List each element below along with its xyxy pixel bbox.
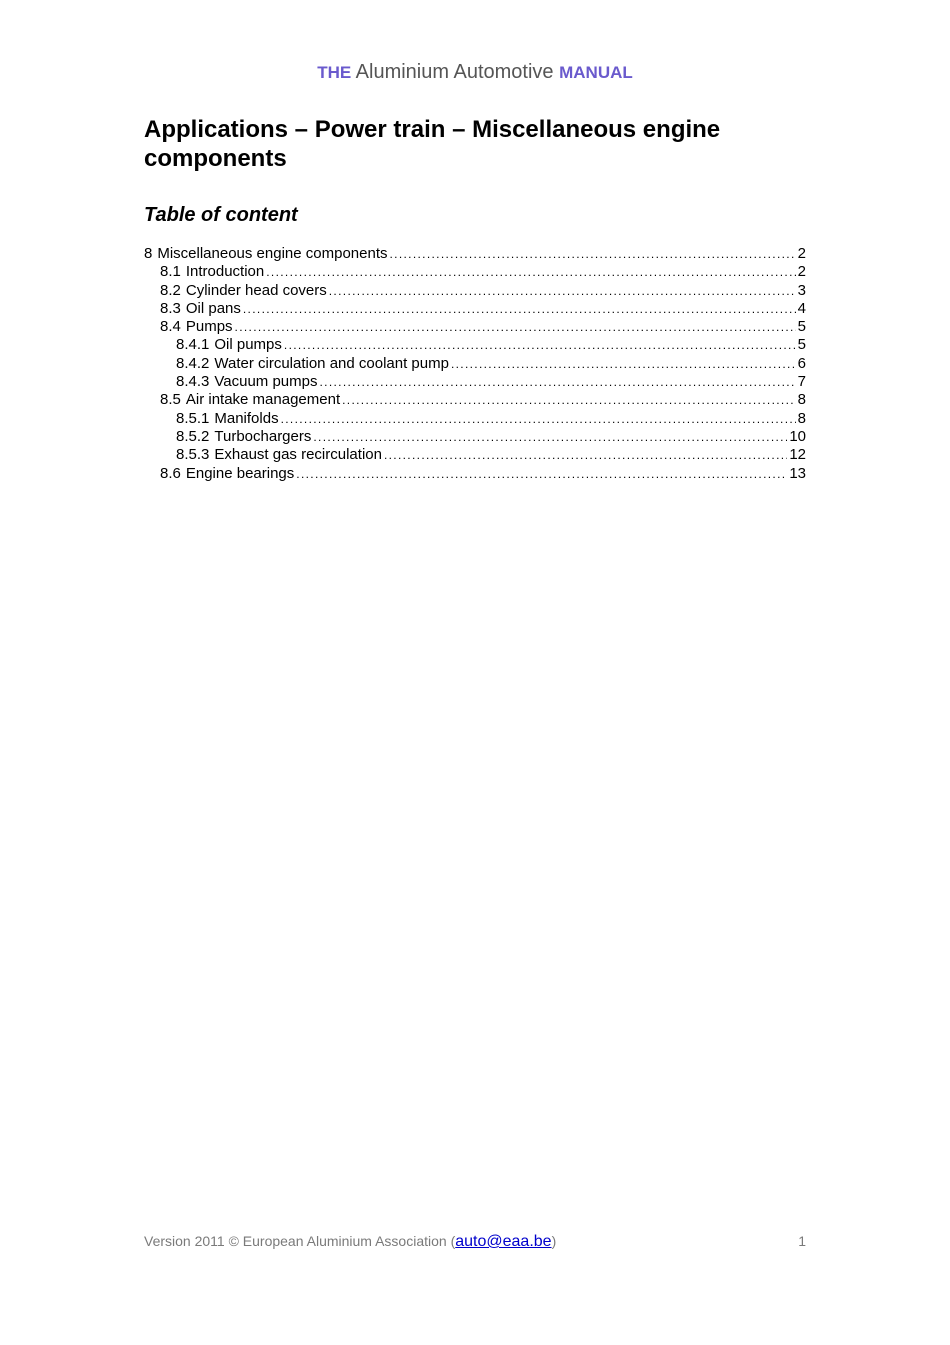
- toc-entry-label: Introduction: [185, 263, 265, 281]
- toc-entry[interactable]: [144, 391, 806, 409]
- toc-entry-label: Oil pans: [185, 299, 241, 317]
- toc-entry-page: 7: [797, 373, 806, 391]
- toc-entry-page: 5: [797, 318, 806, 336]
- toc-dot-leader: [243, 300, 796, 318]
- toc-entry-label: Engine bearings: [185, 464, 295, 482]
- toc-entry-page: 6: [797, 354, 806, 372]
- toc-entry-number: 8.5.1: [176, 409, 210, 427]
- toc-entry-page: 5: [797, 336, 806, 354]
- toc-dot-leader: [313, 428, 787, 446]
- table-of-contents: [144, 245, 806, 483]
- toc-entry-label: Manifolds: [214, 409, 279, 427]
- toc-entry-page: 8: [797, 391, 806, 409]
- toc-entry-number: 8.2: [160, 281, 181, 299]
- toc-entry-label: Cylinder head covers: [185, 281, 327, 299]
- toc-entry-label: Vacuum pumps: [214, 373, 318, 391]
- page-number: 1: [798, 1233, 806, 1249]
- toc-dot-leader: [451, 355, 796, 373]
- toc-entry[interactable]: [144, 336, 806, 354]
- toc-entry[interactable]: [144, 465, 806, 483]
- document-title: Applications – Power train – Miscellaneous engine components: [144, 116, 721, 172]
- toc-dot-leader: [319, 373, 795, 391]
- toc-dot-leader: [296, 465, 787, 483]
- toc-entry-number: 8.4.2: [176, 354, 210, 372]
- toc-dot-leader: [281, 410, 796, 428]
- toc-entry[interactable]: [144, 373, 806, 391]
- toc-dot-leader: [329, 282, 796, 300]
- toc-entry-page: 2: [797, 263, 806, 281]
- toc-entry-page: 4: [797, 299, 806, 317]
- toc-entry[interactable]: [144, 446, 806, 464]
- footer-email-link[interactable]: auto@eaa.be: [455, 1233, 552, 1250]
- header-the: THE: [317, 63, 352, 82]
- toc-entry-page: 8: [797, 409, 806, 427]
- toc-dot-leader: [342, 391, 796, 409]
- footer-version: [144, 1232, 556, 1251]
- toc-dot-leader: [384, 446, 787, 464]
- toc-entry-page: 12: [789, 446, 806, 464]
- toc-entry[interactable]: [144, 245, 806, 263]
- footer-prefix: Version 2011 © European Aluminium Association (: [144, 1233, 456, 1249]
- toc-entry[interactable]: [144, 263, 806, 281]
- toc-entry[interactable]: [144, 318, 806, 336]
- toc-entry-page: 13: [789, 464, 806, 482]
- toc-dot-leader: [235, 318, 796, 336]
- toc-entry-page: 3: [797, 281, 806, 299]
- page-footer: [144, 1232, 806, 1251]
- toc-entry-label: Air intake management: [185, 391, 341, 409]
- toc-entry-number: 8.5: [160, 391, 181, 409]
- running-header: [0, 60, 950, 85]
- toc-entry-page: 10: [789, 427, 806, 445]
- toc-entry-number: 8.5.2: [176, 427, 210, 445]
- toc-entry-number: 8.6: [160, 464, 181, 482]
- toc-entry-page: 2: [797, 245, 806, 262]
- toc-entry[interactable]: [144, 355, 806, 373]
- toc-entry-number: 8.5.3: [176, 446, 210, 464]
- toc-entry-label: Water circulation and coolant pump: [214, 354, 449, 372]
- toc-entry-label: Oil pumps: [214, 336, 282, 354]
- header-manual: MANUAL: [559, 63, 633, 82]
- toc-entry[interactable]: [144, 428, 806, 446]
- toc-entry[interactable]: [144, 282, 806, 300]
- toc-entry-number: 8.4.1: [176, 336, 210, 354]
- toc-entry-number: 8: [144, 245, 153, 262]
- toc-entry-label: Miscellaneous engine components: [157, 245, 388, 262]
- toc-entry-number: 8.4: [160, 318, 181, 336]
- toc-entry-label: Exhaust gas recirculation: [214, 446, 382, 464]
- toc-entry[interactable]: [144, 300, 806, 318]
- footer-suffix: ): [551, 1233, 557, 1249]
- toc-dot-leader: [284, 336, 796, 354]
- toc-entry-number: 8.3: [160, 299, 181, 317]
- toc-entry-number: 8.4.3: [176, 373, 210, 391]
- toc-entry-number: 8.1: [160, 263, 181, 281]
- header-title: Aluminium Automotive: [355, 61, 554, 83]
- toc-entry[interactable]: [144, 410, 806, 428]
- toc-entry-label: Pumps: [185, 318, 233, 336]
- toc-heading: Table of content: [144, 204, 298, 226]
- toc-dot-leader: [266, 263, 795, 281]
- toc-entry-label: Turbochargers: [214, 427, 312, 445]
- toc-dot-leader: [390, 245, 796, 263]
